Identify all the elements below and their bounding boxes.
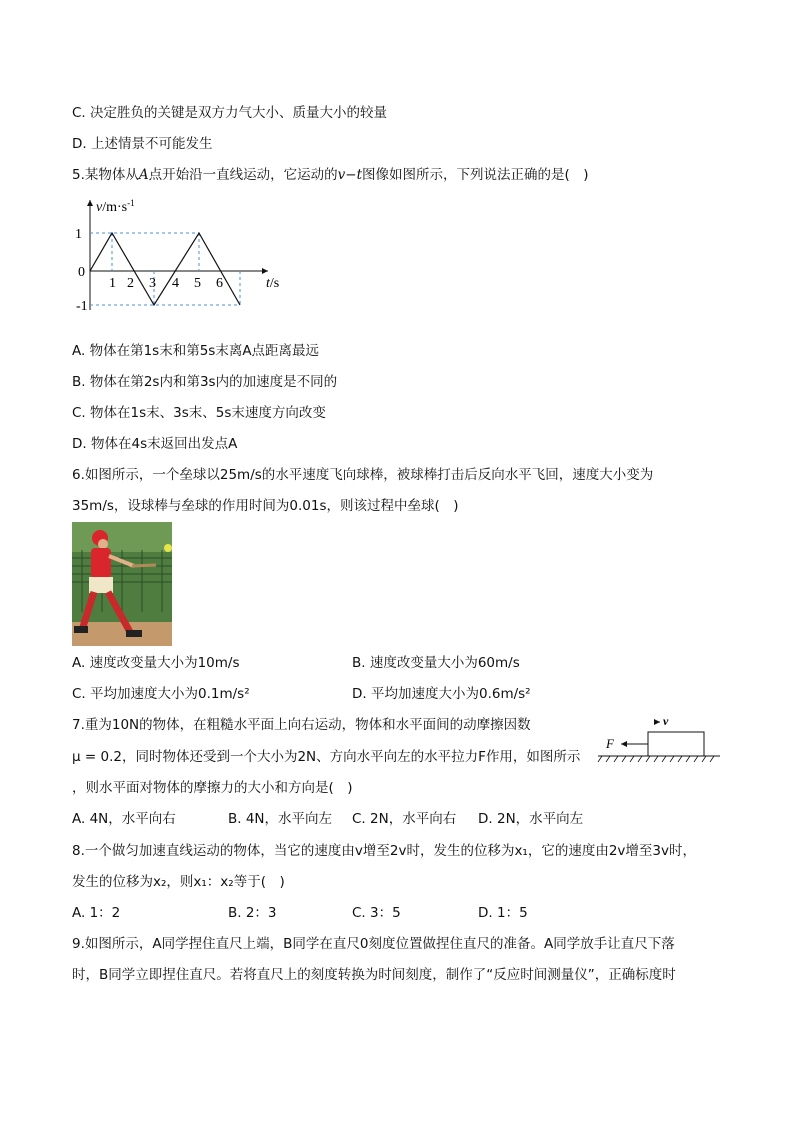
- q6-option-b: B. 速度改变量大小为60m/s: [352, 655, 520, 671]
- q5-option-d: D. 物体在4s末返回出发点A: [72, 436, 238, 452]
- q7-option-b: B. 4N，水平向左: [228, 811, 333, 827]
- q6-option-c: C. 平均加速度大小为0.1m/s²: [72, 686, 250, 702]
- vt-graph: [72, 192, 287, 322]
- y-tick-0: 0: [78, 265, 85, 280]
- block-force-diagram: [596, 712, 722, 766]
- q8-option-c: C. 3：5: [352, 905, 401, 921]
- q8-option-b: B. 2：3: [228, 905, 277, 921]
- q6-stem-line1: 6.如图所示，一个垒球以25m/s的水平速度飞向球棒，被球棒打击后反向水平飞回，速度大小变为: [72, 467, 654, 483]
- x-tick-5: 5: [194, 276, 201, 291]
- x-tick-6: 6: [216, 276, 223, 291]
- x-axis-label: t/s: [266, 276, 280, 291]
- q8-option-d: D. 1：5: [478, 905, 528, 921]
- svg-text:F: F: [606, 736, 614, 751]
- q6-option-d: D. 平均加速度大小为0.6m/s²: [352, 686, 531, 702]
- q7-stem-line1: 7.重为10N的物体，在粗糙水平面上向右运动，物体和水平面间的动摩擦因数: [72, 717, 531, 733]
- svg-text:v: v: [663, 714, 669, 728]
- option-c-prev: C. 决定胜负的关键是双方力气大小、质量大小的较量: [72, 105, 388, 121]
- softball-batter-photo: [72, 522, 172, 646]
- q5-option-b: B. 物体在第2s内和第3s内的加速度是不同的: [72, 374, 338, 390]
- q5-option-c: C. 物体在1s末、3s末、5s末速度方向改变: [72, 405, 326, 421]
- q9-stem-line1: 9.如图所示，A同学捏住直尺上端，B同学在直尺0刻度位置做捏住直尺的准备。A同学放手让直尺下落: [72, 936, 675, 952]
- q7-option-c: C. 2N，水平向右: [352, 811, 457, 827]
- q5-stem: 5.某物体从A点开始沿一直线运动，它运动的v−t图像如图所示，下列说法正确的是( ): [72, 167, 589, 183]
- q9-stem-line2: 时，B同学立即捏住直尺。若将直尺上的刻度转换为时间刻度，制作了“反应时间测量仪”，正确标度时: [72, 967, 676, 983]
- q5-option-a: A. 物体在第1s末和第5s末离A点距离最远: [72, 343, 320, 359]
- x-tick-3: 3: [149, 276, 156, 291]
- x-tick-4: 4: [172, 276, 179, 291]
- q8-option-a: A. 1：2: [72, 905, 121, 921]
- option-d-prev: D. 上述情景不可能发生: [72, 136, 213, 152]
- y-axis-label: $v/m\cdot s^{-1}$: [96, 198, 135, 215]
- q7-stem-line2: μ = 0.2，同时物体还受到一个大小为2N、方向水平向左的水平拉力F作用，如图所示: [72, 749, 581, 765]
- y-tick-neg1: -1: [76, 299, 88, 314]
- y-tick-1: 1: [75, 227, 82, 242]
- q6-stem-line2: 35m/s，设球棒与垒球的作用时间为0.01s，则该过程中垒球( ): [72, 498, 459, 514]
- x-tick-1: 1: [109, 276, 116, 291]
- q8-stem-line1: 8.一个做匀加速直线运动的物体，当它的速度由v增至2v时，发生的位移为x₁，它的速度由2v增至3v时，: [72, 843, 697, 859]
- q7-option-d: D. 2N，水平向左: [478, 811, 584, 827]
- q7-option-a: A. 4N，水平向右: [72, 811, 176, 827]
- q7-stem-line3: ，则水平面对物体的摩擦力的大小和方向是( ): [72, 780, 353, 796]
- block: [648, 732, 704, 756]
- q6-option-a: A. 速度改变量大小为10m/s: [72, 655, 240, 671]
- x-tick-2: 2: [127, 276, 134, 291]
- q8-stem-line2: 发生的位移为x₂，则x₁：x₂等于( ): [72, 874, 285, 890]
